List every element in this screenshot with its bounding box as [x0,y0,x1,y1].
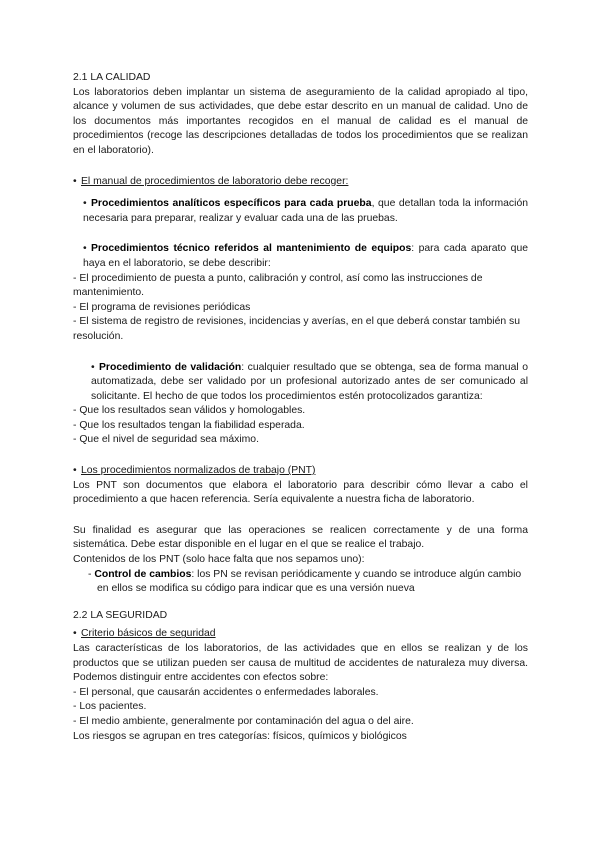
tecnico-bold: Procedimientos técnico referidos al mantenimiento de equipos [91,243,412,255]
riesgos-line: Los riesgos se agrupan en tres categorías: físicos, químicos y biológicos [73,730,407,742]
pnt-paragraph-1: Los PNT son documentos que elabora el laboratorio para describir cómo llevar a cabo el procedimiento a que hacen referencia. Sería equivalente a nuestra ficha de laboratorio. [73,479,528,506]
manual-title: El manual de procedimientos de laboratorio debe recoger: [81,175,349,187]
criterio-heading [73,627,528,642]
pnt-contenidos: Contenidos de los PNT (solo hace falta que nos sepamos uno): [73,554,365,566]
bullet-icon: • [73,628,77,640]
section-heading-calidad: 2.1 LA CALIDAD [73,72,151,83]
control-cambios-item [73,568,528,597]
pnt-paragraph-2: Su finalidad es asegurar que las operaciones se realicen correctamente y de una forma sistemática. Debe estar disponible en el lugar en el que se realice el trabajo. [73,524,528,551]
bullet-icon: • [83,243,87,255]
control-cambios-bold: Control de cambios [94,568,192,580]
dash-icon: - [88,568,92,580]
document-page [73,71,528,744]
bullet-icon: • [73,175,77,187]
tecnico-item: - El programa de revisiones periódicas [73,301,251,313]
control-cambios-text: : los PN se revisan periódicamente y cuando se introduce algún cambio en ellos se modifica su código para indicar que es una versión nueva [97,568,522,595]
validacion-item: - Que los resultados tengan la fiabilidad esperada. [73,419,305,431]
seguridad-item: - El personal, que causarán accidentes o enfermedades laborales. [73,686,379,698]
validacion-text: : cualquier resultado que se obtenga, sea de forma manual o automatizada, debe ser validado por un profesional autorizado antes de ser comunicado al solicitante. El hecho de que todos los procedimientos estén protocolizados garantiza: [91,361,528,402]
tecnico-item: - El procedimiento de puesta a punto, calibración y control, así como las instrucciones de mantenimiento. [73,272,483,299]
tecnico-paragraph [73,242,528,271]
seguridad-item: - El medio ambiente, generalmente por contaminación del agua o del aire. [73,715,414,727]
tecnico-item: - El sistema de registro de revisiones, incidencias y averías, en el que deberá constar también su resolución. [73,316,521,342]
tecnico-text: : para cada aparato que haya en el laboratorio, se debe describir: [83,243,528,269]
pnt-title: Los procedimientos normalizados de trabajo (PNT) [81,465,316,477]
bullet-icon: • [91,361,95,373]
seguridad-paragraph: Las características de los laboratorios, de las actividades que en ellos se realizan y de los productos que se utilizan pueden ser causa de multitud de accidentes de naturaleza muy diversa. Podemos distinguir entre accidentes con efectos sobre: [73,643,528,684]
validacion-item: - Que el nivel de seguridad sea máximo. [73,434,259,446]
criterio-title: Criterio básicos de seguridad [81,628,216,640]
analiticos-paragraph [73,197,528,226]
analiticos-text: , que detallan toda la información necesaria para preparar, realizar y evaluar cada una de las pruebas. [83,198,528,224]
bullet-icon: • [73,465,77,477]
seguridad-item: - Los pacientes. [73,701,147,713]
pnt-heading [73,464,528,479]
analiticos-bold: Procedimientos analíticos específicos para cada prueba [91,198,372,210]
section-heading-seguridad: 2.2 LA SEGURIDAD [73,609,168,621]
validacion-item: - Que los resultados sean válidos y homologables. [73,405,306,417]
validacion-bold: Procedimiento de validación [99,361,242,373]
validacion-paragraph [73,361,528,405]
manual-heading [73,175,528,190]
bullet-icon: • [83,198,87,210]
calidad-intro-paragraph: Los laboratorios deben implantar un sistema de aseguramiento de la calidad apropiado al tipo, alcance y volumen de sus actividades, que debe estar descrito en un manual de calidad. Uno de los documentos más importantes recogidos en el manual de calidad es el manual de procedimientos (recoge las descripciones detalladas de todos los procedimientos que se realizan en el laboratorio). [73,86,528,156]
